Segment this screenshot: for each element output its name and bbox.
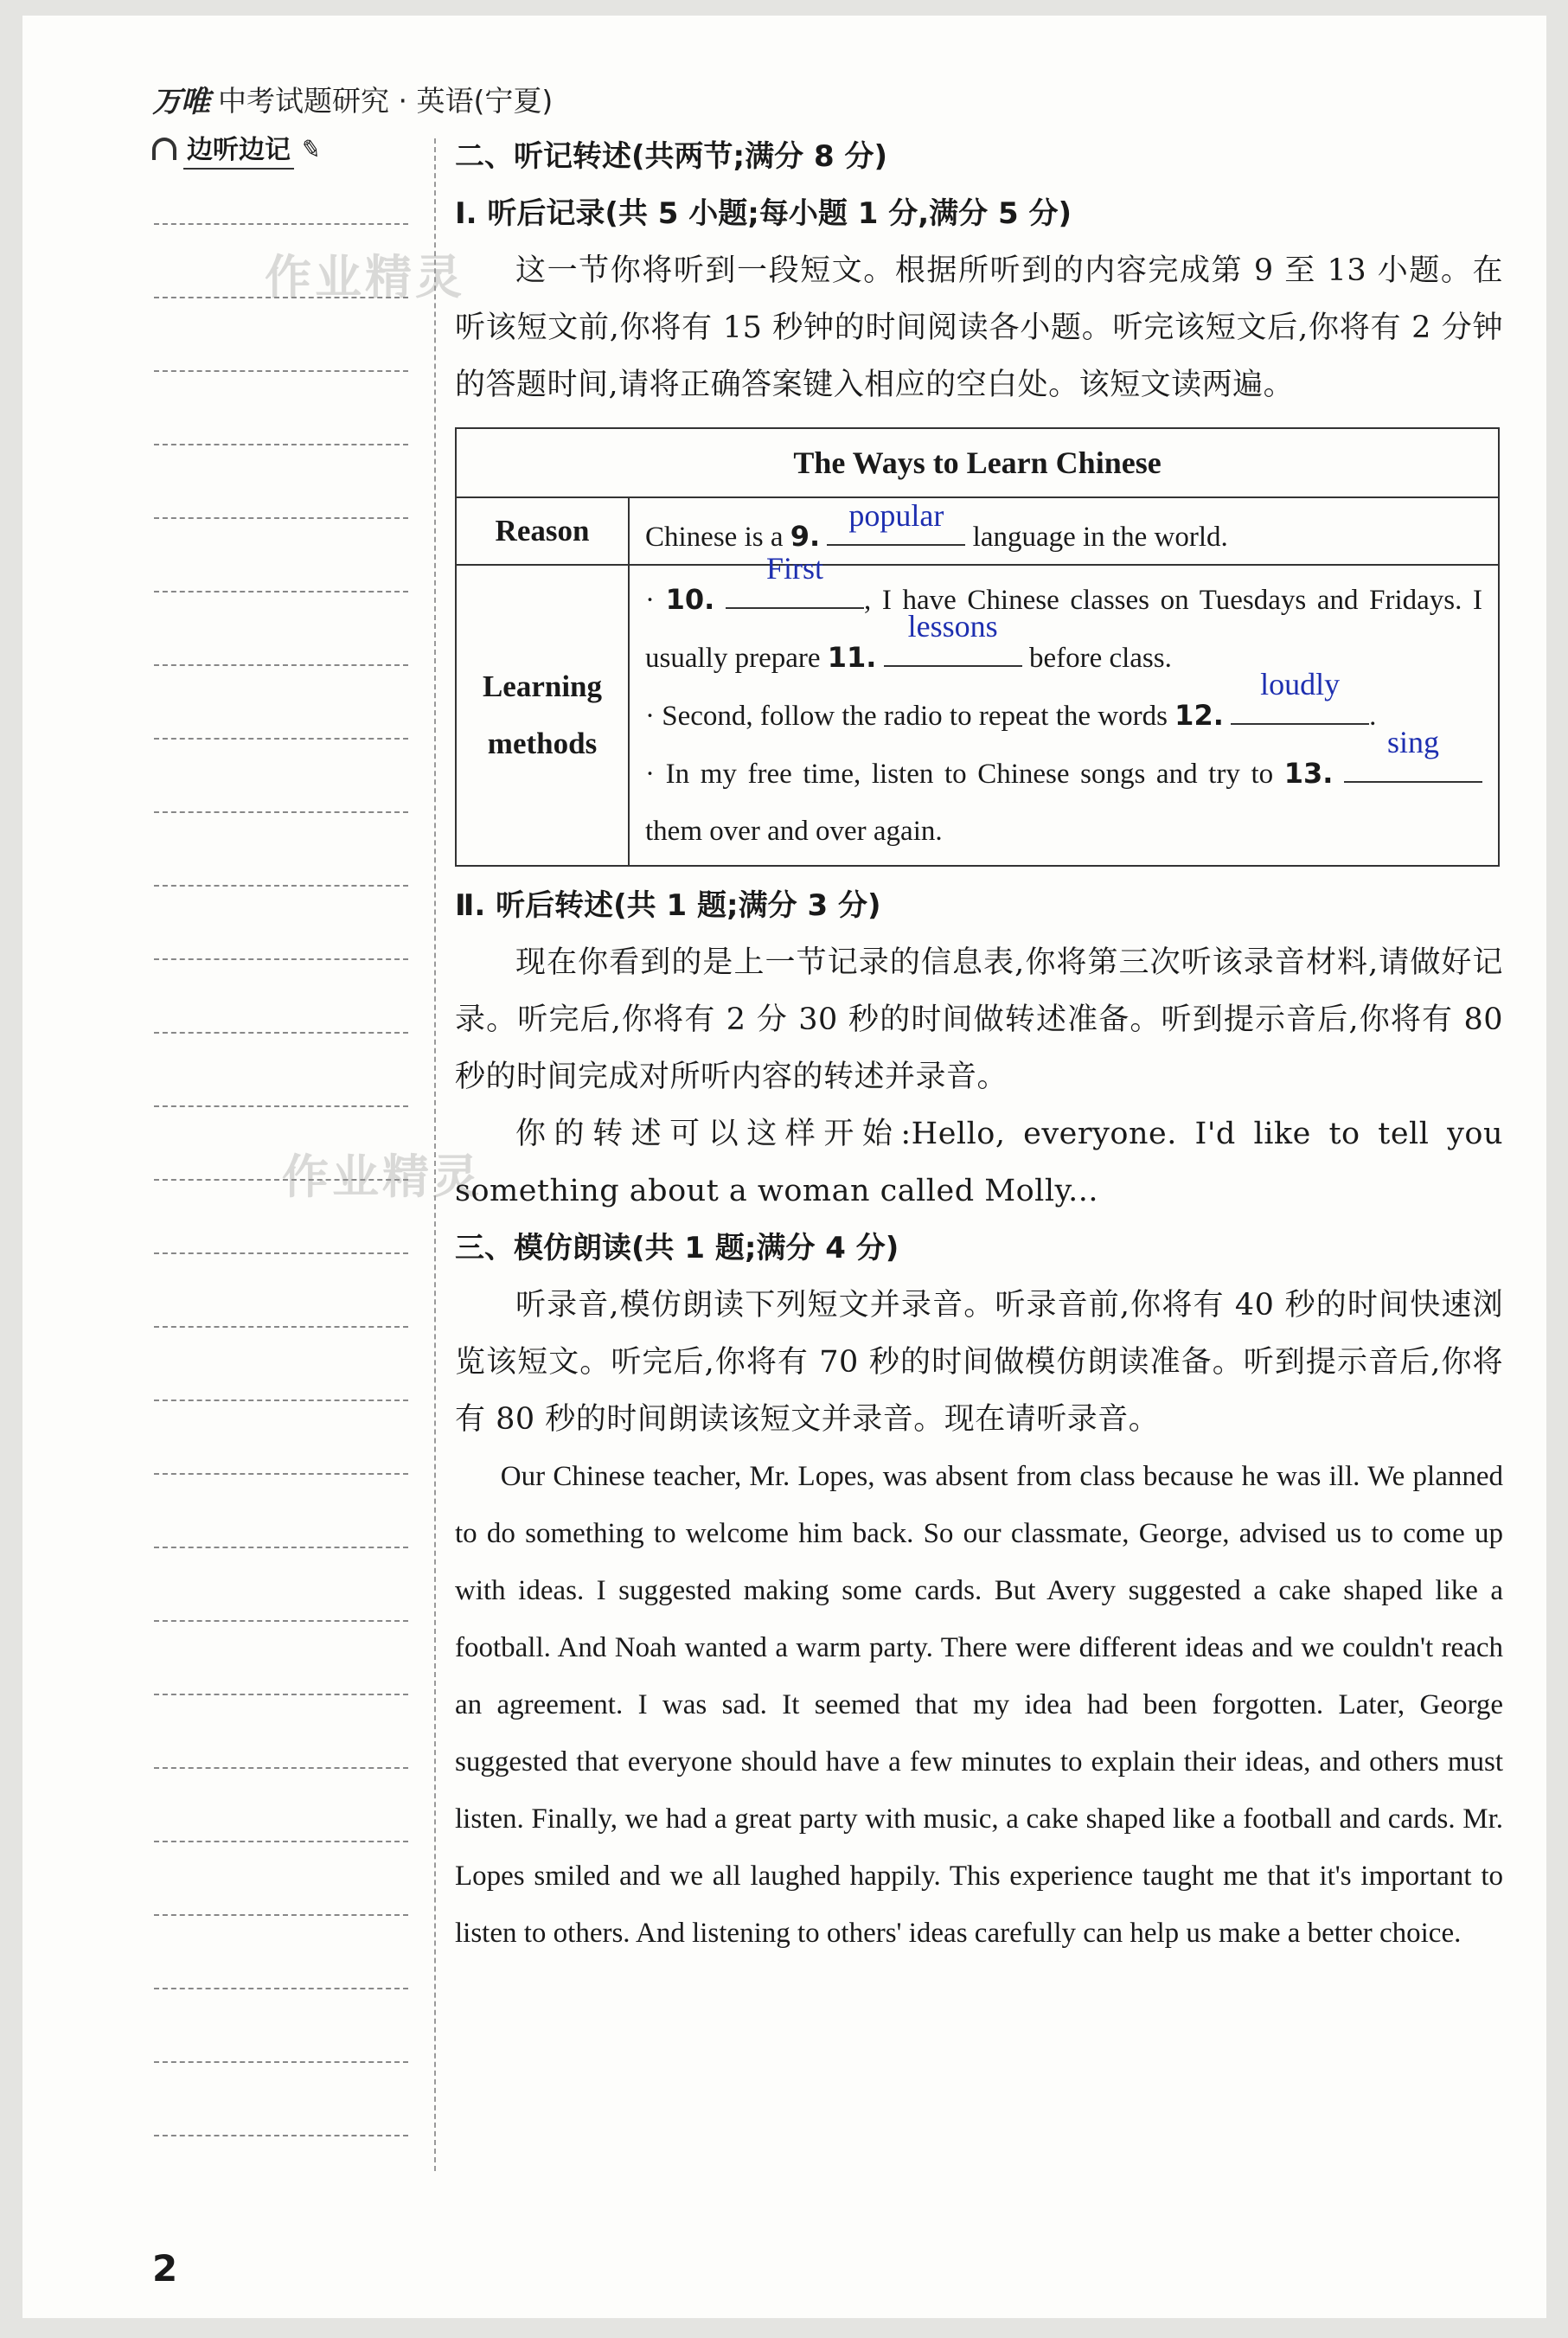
note-line[interactable] xyxy=(154,885,408,887)
methods-label-line1: Learning xyxy=(482,669,603,703)
table-title: The Ways to Learn Chinese xyxy=(456,428,1499,497)
note-line[interactable] xyxy=(154,1841,408,1842)
main-content xyxy=(455,128,1503,1962)
part-2-opening: 你的转述可以这样开始:Hello, everyone. I'd like to tell you something about a woman called Molly... xyxy=(455,1117,1503,1208)
reason-text-post: language in the world. xyxy=(972,521,1228,553)
method-2-text: Second, follow the radio to repeat the words xyxy=(662,701,1168,732)
note-line[interactable] xyxy=(154,1988,408,1989)
answer-11: lessons xyxy=(907,609,998,644)
method-3-text: In my free time, listen to Chinese songs and try to xyxy=(665,759,1274,790)
pen-icon: ✎ xyxy=(298,132,324,165)
method-3-end: them over and over again. xyxy=(645,816,943,847)
note-line[interactable] xyxy=(154,1914,408,1916)
reason-label: Reason xyxy=(456,497,629,565)
note-line[interactable] xyxy=(154,1620,408,1622)
part-1-instructions: 这一节你将听到一段短文。根据所听到的内容完成第 9 至 13 小题。在听该短文前,你将有 15 秒钟的时间阅读各小题。听完该短文后,你将有 2 分钟的答题时间,请将正确答案键入相应的空白处。该短文读两遍。 xyxy=(455,253,1503,402)
question-9-number: 9. xyxy=(790,519,821,553)
note-line[interactable] xyxy=(154,2061,408,2063)
section-3-title: 三、模仿朗读(共 1 题;满分 4 分) xyxy=(455,1231,899,1265)
methods-label-line2: methods xyxy=(487,727,598,760)
note-line[interactable] xyxy=(154,1105,408,1107)
methods-label xyxy=(456,565,629,866)
answer-9: popular xyxy=(848,497,944,533)
note-line[interactable] xyxy=(154,738,408,740)
page-header xyxy=(152,78,553,120)
note-line[interactable] xyxy=(154,1252,408,1254)
note-line[interactable] xyxy=(154,1400,408,1401)
answer-10: First xyxy=(765,551,823,586)
method-2-end: . xyxy=(1369,701,1377,732)
margin-label-text: 边听边记 xyxy=(183,128,294,170)
note-line[interactable] xyxy=(154,1694,408,1695)
note-line[interactable] xyxy=(154,1767,408,1769)
question-13-number: 13. xyxy=(1283,757,1334,790)
margin-notes-label xyxy=(152,128,324,170)
method-1-end: before class. xyxy=(1028,643,1172,674)
page xyxy=(22,16,1546,2318)
note-line[interactable] xyxy=(154,1547,408,1548)
answer-13-blank[interactable] xyxy=(1344,725,1482,783)
note-line[interactable] xyxy=(154,370,408,372)
question-10-number: 10. xyxy=(665,583,715,616)
answer-10-blank[interactable] xyxy=(726,551,864,609)
note-line[interactable] xyxy=(154,223,408,225)
note-line[interactable] xyxy=(154,517,408,519)
reading-passage: Our Chinese teacher, Mr. Lopes, was absent from class because he was ill. We planned to do something to welcome him back. So our classmate, George, advised us to come up with ideas. I suggested making some cards. But Avery suggested a cake shaped like a football. And Noah wanted a warm party. There were different ideas and we couldn't reach an agreement. I was sad. It seemed that my idea had been forgotten. Later, George suggested that everyone should have a few minutes to explain their ideas, and others must listen. Finally, we had a great party with music, a cake shaped like a football and cards. Mr. Lopes smiled and we all laughed happily. This experience taught me that it's important to listen to others. And listening to others' ideas carefully can help us make a better choice. xyxy=(455,1461,1503,1949)
bullet: · xyxy=(645,759,655,790)
watermark: 作业精灵 xyxy=(282,1150,483,1204)
brand-logo: 万唯 xyxy=(152,85,209,119)
answer-12: loudly xyxy=(1260,667,1341,701)
method-3 xyxy=(645,725,1482,860)
note-line[interactable] xyxy=(154,1326,408,1328)
part-2-instructions: 现在你看到的是上一节记录的信息表,你将第三次听该录音材料,请做好记录。听完后,你将有 2 分 30 秒的时间做转述准备。听到提示音后,你将有 80 秒的时间完成对所听内容的转述并录音。 xyxy=(455,945,1503,1094)
reason-text-pre: Chinese is a xyxy=(645,521,784,553)
question-11-number: 11. xyxy=(827,641,877,674)
note-line[interactable] xyxy=(154,811,408,813)
watermark: 作业精灵 xyxy=(265,250,465,304)
note-line[interactable] xyxy=(154,1473,408,1475)
note-line[interactable] xyxy=(154,1032,408,1034)
bullet: · xyxy=(645,585,655,616)
book-title: 中考试题研究 · 英语(宁夏) xyxy=(218,84,554,118)
answer-13: sing xyxy=(1387,725,1440,759)
headphones-icon xyxy=(152,138,176,160)
note-line[interactable] xyxy=(154,444,408,445)
bullet: · xyxy=(645,701,655,732)
note-line[interactable] xyxy=(154,591,408,593)
info-table xyxy=(455,427,1500,867)
page-number: 2 xyxy=(152,2247,178,2290)
answer-11-blank[interactable] xyxy=(884,609,1022,667)
part-2-title: Ⅱ. 听后转述(共 1 题;满分 3 分) xyxy=(455,888,881,923)
note-line[interactable] xyxy=(154,664,408,666)
method-1-text: , I have Chinese classes on Tuesdays and Fridays. I usually prepare xyxy=(645,585,1482,674)
note-line[interactable] xyxy=(154,2135,408,2136)
part-1-title: Ⅰ. 听后记录(共 5 小题;每小题 1 分,满分 5 分) xyxy=(455,196,1072,231)
note-line[interactable] xyxy=(154,958,408,960)
methods-cell xyxy=(629,551,1499,866)
section-3-instructions: 听录音,模仿朗读下列短文并录音。听录音前,你将有 40 秒的时间快速浏览该短文。听完后,你将有 70 秒的时间做模仿朗读准备。听到提示音后,你将有 80 秒的时间朗读该短文并录音。现在请听录音。 xyxy=(455,1288,1503,1437)
section-2-title: 二、听记转述(共两节;满分 8 分) xyxy=(455,139,888,174)
question-12-number: 12. xyxy=(1174,699,1224,732)
